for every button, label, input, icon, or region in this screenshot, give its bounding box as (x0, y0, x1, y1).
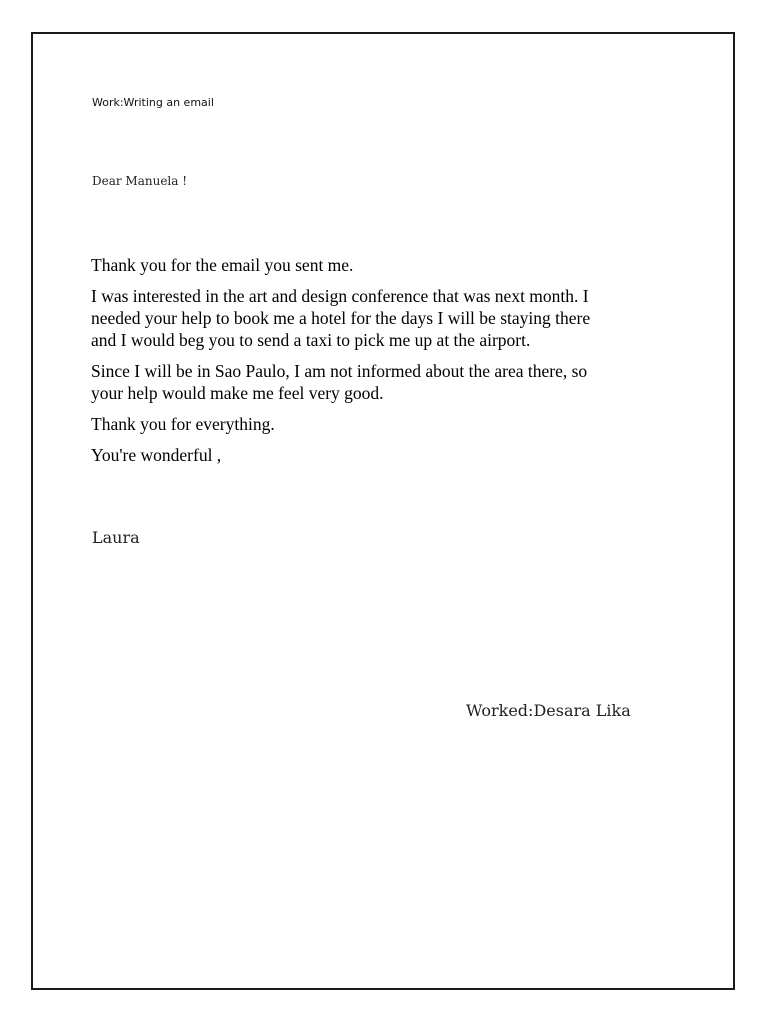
email-body (91, 254, 691, 475)
paragraph-closing (91, 444, 691, 466)
line: I was interested in the art and design conference that was next month. I (91, 286, 589, 306)
email-signature: Laura (92, 528, 140, 547)
line: Since I will be in Sao Paulo, I am not informed about the area there, so (91, 361, 588, 381)
document-heading: Work:Writing an email (92, 96, 214, 109)
line: your help would make me feel very good. (91, 383, 384, 403)
email-greeting: Dear Manuela ! (92, 174, 188, 188)
paragraph-thanks (91, 254, 691, 276)
line: You're wonderful , (91, 445, 222, 465)
paragraph-gratitude (91, 413, 691, 435)
document-page (31, 32, 735, 990)
line: needed your help to book me a hotel for the days I will be staying there (91, 308, 591, 328)
line: Thank you for everything. (91, 414, 275, 434)
line: Thank you for the email you sent me. (91, 255, 354, 275)
line: and I would beg you to send a taxi to pick me up at the airport. (91, 330, 531, 350)
paragraph-area (91, 360, 691, 404)
paragraph-request (91, 285, 691, 351)
author-credit: Worked:Desara Lika (466, 701, 631, 720)
